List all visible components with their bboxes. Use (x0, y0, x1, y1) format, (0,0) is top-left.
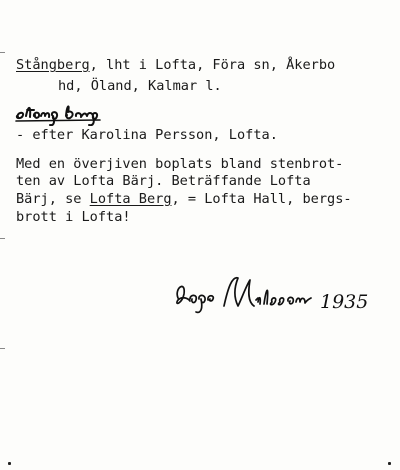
edge-tick (0, 52, 5, 53)
signature (168, 268, 368, 333)
body-line-4: brott i Lofta! (16, 209, 131, 225)
edge-tick (0, 348, 5, 349)
cross-reference: Lofta Berg (89, 191, 172, 207)
source-line: - efter Karolina Persson, Lofta. (16, 127, 278, 143)
entry-second-line: hd, Öland, Kalmar l. (58, 78, 222, 94)
edge-tick (0, 238, 5, 239)
body-line-2: ten av Lofta Bärj. Beträffande Lofta (16, 173, 311, 189)
corner-mark (8, 462, 11, 465)
body-line-1: Med en överjiven boplats bland stenbrot- (16, 156, 344, 172)
location-text: , lht i Lofta, Föra sn, Åkerbo (89, 57, 336, 73)
signature-year: 1935 (320, 291, 368, 313)
body-line-3: Bärj, se Lofta Berg, = Lofta Hall, bergs- (16, 191, 352, 207)
headword: Stångberg (16, 57, 90, 73)
corner-mark (388, 462, 391, 465)
entry-first-line (16, 56, 335, 74)
signature-ink (168, 268, 368, 328)
handwritten-headword (14, 100, 124, 126)
handwritten-headword-ink (14, 100, 124, 126)
